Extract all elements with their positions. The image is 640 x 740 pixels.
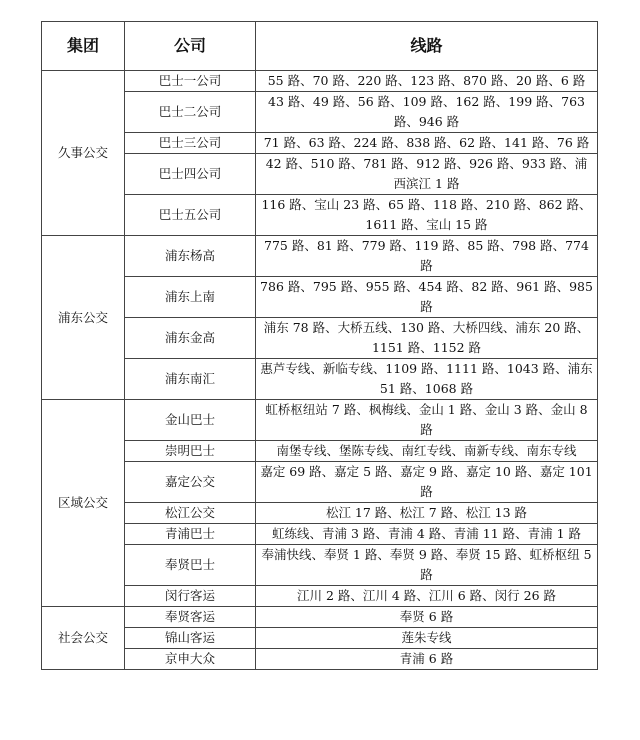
header-group: 集团	[42, 22, 125, 71]
company-name: 崇明巴士	[125, 441, 256, 462]
company-name: 巴士三公司	[125, 133, 256, 154]
routes-list: 南堡专线、堡陈专线、南红专线、南新专线、南东专线	[256, 441, 598, 462]
routes-list: 松江 17 路、松江 7 路、松江 13 路	[256, 503, 598, 524]
company-name: 浦东南汇	[125, 359, 256, 400]
bus-routes-table	[41, 21, 598, 670]
group-name: 社会公交	[42, 607, 125, 670]
header-row	[42, 22, 598, 71]
routes-list: 奉贤 6 路	[256, 607, 598, 628]
company-name: 闵行客运	[125, 586, 256, 607]
table-row	[42, 195, 598, 236]
routes-list: 莲朱专线	[256, 628, 598, 649]
company-name: 巴士四公司	[125, 154, 256, 195]
table-row	[42, 318, 598, 359]
routes-list: 江川 2 路、江川 4 路、江川 6 路、闵行 26 路	[256, 586, 598, 607]
routes-list: 虹练线、青浦 3 路、青浦 4 路、青浦 11 路、青浦 1 路	[256, 524, 598, 545]
routes-list: 虹桥枢纽站 7 路、枫梅线、金山 1 路、金山 3 路、金山 8 路	[256, 400, 598, 441]
company-name: 浦东金高	[125, 318, 256, 359]
company-name: 嘉定公交	[125, 462, 256, 503]
company-name: 京申大众	[125, 649, 256, 670]
routes-list: 嘉定 69 路、嘉定 5 路、嘉定 9 路、嘉定 10 路、嘉定 101 路	[256, 462, 598, 503]
table-row	[42, 462, 598, 503]
company-name: 浦东上南	[125, 277, 256, 318]
company-name: 奉贤客运	[125, 607, 256, 628]
routes-list: 浦东 78 路、大桥五线、130 路、大桥四线、浦东 20 路、1151 路、1152 路	[256, 318, 598, 359]
routes-list: 惠芦专线、新临专线、1109 路、1111 路、1043 路、浦东 51 路、1068 路	[256, 359, 598, 400]
company-name: 浦东杨高	[125, 236, 256, 277]
company-name: 金山巴士	[125, 400, 256, 441]
routes-list: 71 路、63 路、224 路、838 路、62 路、141 路、76 路	[256, 133, 598, 154]
routes-list: 786 路、795 路、955 路、454 路、82 路、961 路、985 路	[256, 277, 598, 318]
routes-list: 43 路、49 路、56 路、109 路、162 路、199 路、763 路、946 路	[256, 92, 598, 133]
header-company: 公司	[125, 22, 256, 71]
table-row	[42, 92, 598, 133]
company-name: 青浦巴士	[125, 524, 256, 545]
table-row	[42, 545, 598, 586]
company-name: 松江公交	[125, 503, 256, 524]
company-name: 锦山客运	[125, 628, 256, 649]
table-row	[42, 154, 598, 195]
table-row	[42, 359, 598, 400]
company-name: 巴士一公司	[125, 71, 256, 92]
table-row	[42, 236, 598, 277]
company-name: 巴士五公司	[125, 195, 256, 236]
routes-list: 116 路、宝山 23 路、65 路、118 路、210 路、862 路、1611 路、宝山 15 路	[256, 195, 598, 236]
table-row	[42, 71, 598, 92]
table-row	[42, 628, 598, 649]
table-row	[42, 400, 598, 441]
company-name: 奉贤巴士	[125, 545, 256, 586]
company-name: 巴士二公司	[125, 92, 256, 133]
table-row	[42, 441, 598, 462]
group-name: 浦东公交	[42, 236, 125, 400]
table-row	[42, 503, 598, 524]
table-row	[42, 524, 598, 545]
group-name: 久事公交	[42, 71, 125, 236]
table-row	[42, 649, 598, 670]
table-row	[42, 277, 598, 318]
routes-list: 青浦 6 路	[256, 649, 598, 670]
routes-list: 775 路、81 路、779 路、119 路、85 路、798 路、774 路	[256, 236, 598, 277]
header-routes: 线路	[256, 22, 598, 71]
table-row	[42, 607, 598, 628]
routes-list: 奉浦快线、奉贤 1 路、奉贤 9 路、奉贤 15 路、虹桥枢纽 5 路	[256, 545, 598, 586]
routes-list: 42 路、510 路、781 路、912 路、926 路、933 路、浦西滨江 1 路	[256, 154, 598, 195]
table-row	[42, 586, 598, 607]
routes-list: 55 路、70 路、220 路、123 路、870 路、20 路、6 路	[256, 71, 598, 92]
group-name: 区域公交	[42, 400, 125, 607]
table-row	[42, 133, 598, 154]
